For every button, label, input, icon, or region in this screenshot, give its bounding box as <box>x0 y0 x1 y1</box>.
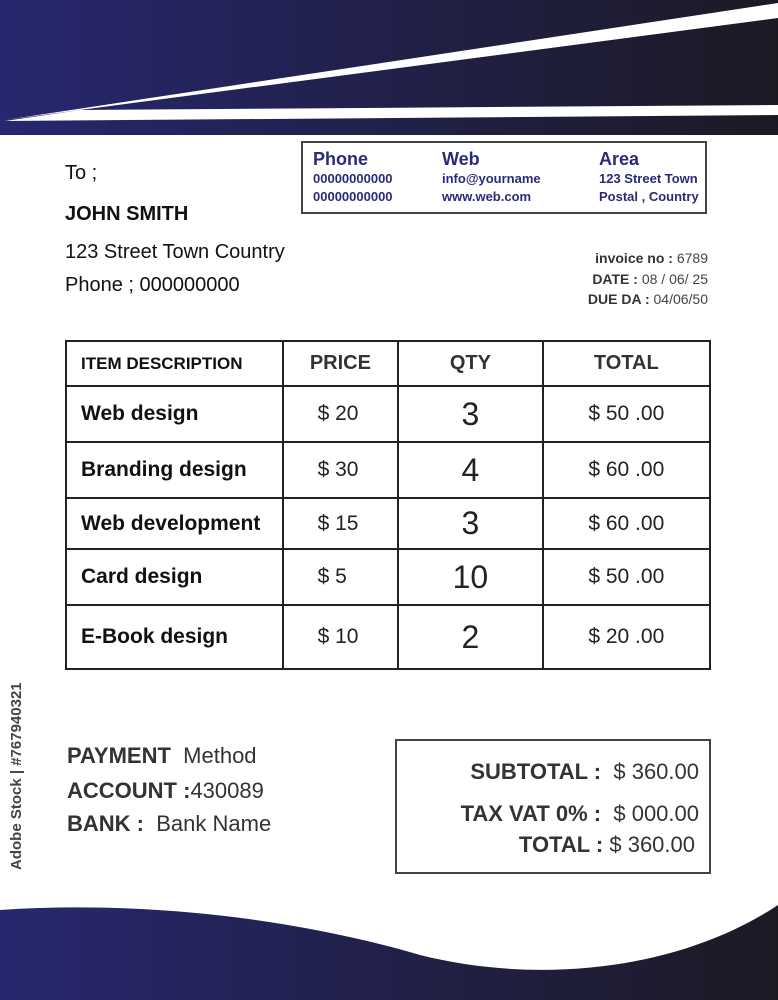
phone-line2: 00000000000 <box>313 189 393 204</box>
table-row <box>66 605 710 669</box>
phone-title: Phone <box>313 149 369 169</box>
contact-box <box>301 141 707 214</box>
item-total: $ 60 .00 <box>543 498 710 549</box>
payment-method: PAYMENT Method <box>67 743 257 768</box>
invoice-date: DATE : 08 / 06/ 25 <box>592 271 708 287</box>
web-url: www.web.com <box>442 189 532 204</box>
item-total: $ 60 .00 <box>543 442 710 498</box>
item-qty: 4 <box>398 442 542 498</box>
grand-total: TOTAL : $ 360.00 <box>518 832 695 857</box>
phone-line1: 00000000000 <box>313 171 393 186</box>
item-description: Card design <box>66 549 283 605</box>
item-qty: 2 <box>398 605 542 669</box>
header-qty: QTY <box>398 341 542 386</box>
item-price: $ 5 <box>283 549 399 605</box>
item-price: $ 30 <box>283 442 399 498</box>
recipient-phone: Phone ; 000000000 <box>65 274 240 296</box>
area-title: Area <box>599 149 640 169</box>
stock-watermark: Adobe Stock | #767940321 <box>8 682 25 870</box>
item-total: $ 20 .00 <box>543 605 710 669</box>
header-description: ITEM DESCRIPTION <box>66 341 283 386</box>
item-description: Web development <box>66 498 283 549</box>
totals-box <box>395 739 711 874</box>
contact-web <box>442 149 541 206</box>
item-description: Branding design <box>66 442 283 498</box>
subtotal: SUBTOTAL : $ 360.00 <box>470 759 699 784</box>
contact-phone <box>313 149 393 206</box>
header-band <box>0 0 778 136</box>
recipient-name: JOHN SMITH <box>65 203 189 225</box>
area-line1: 123 Street Town <box>599 171 698 186</box>
item-total: $ 50 .00 <box>543 386 710 442</box>
tax: TAX VAT 0% : $ 000.00 <box>460 801 699 826</box>
invoice-number: invoice no : 6789 <box>595 250 708 266</box>
item-qty: 10 <box>398 549 542 605</box>
item-qty: 3 <box>398 498 542 549</box>
payment-account: ACCOUNT :430089 <box>67 778 264 803</box>
area-line2: Postal , Country <box>599 189 699 204</box>
contact-area <box>599 149 699 206</box>
footer-wave <box>0 900 778 1000</box>
item-total: $ 50 .00 <box>543 549 710 605</box>
web-title: Web <box>442 149 480 169</box>
item-description: Web design <box>66 386 283 442</box>
payment-bank: BANK : Bank Name <box>67 811 272 836</box>
table-row <box>66 442 710 498</box>
item-qty: 3 <box>398 386 542 442</box>
item-price: $ 15 <box>283 498 399 549</box>
item-price: $ 10 <box>283 605 399 669</box>
invoice-due-date: DUE DA : 04/06/50 <box>587 291 708 307</box>
to-label: To ; <box>65 162 98 184</box>
item-price: $ 20 <box>283 386 399 442</box>
header-total: TOTAL <box>543 341 710 386</box>
table-row <box>66 386 710 442</box>
table-row <box>66 498 710 549</box>
table-row <box>66 549 710 605</box>
web-email: info@yourname <box>442 171 541 186</box>
items-table <box>65 340 711 670</box>
item-description: E-Book design <box>66 605 283 669</box>
recipient-address: 123 Street Town Country <box>65 241 285 263</box>
header-price: PRICE <box>283 341 399 386</box>
table-header <box>66 341 710 386</box>
